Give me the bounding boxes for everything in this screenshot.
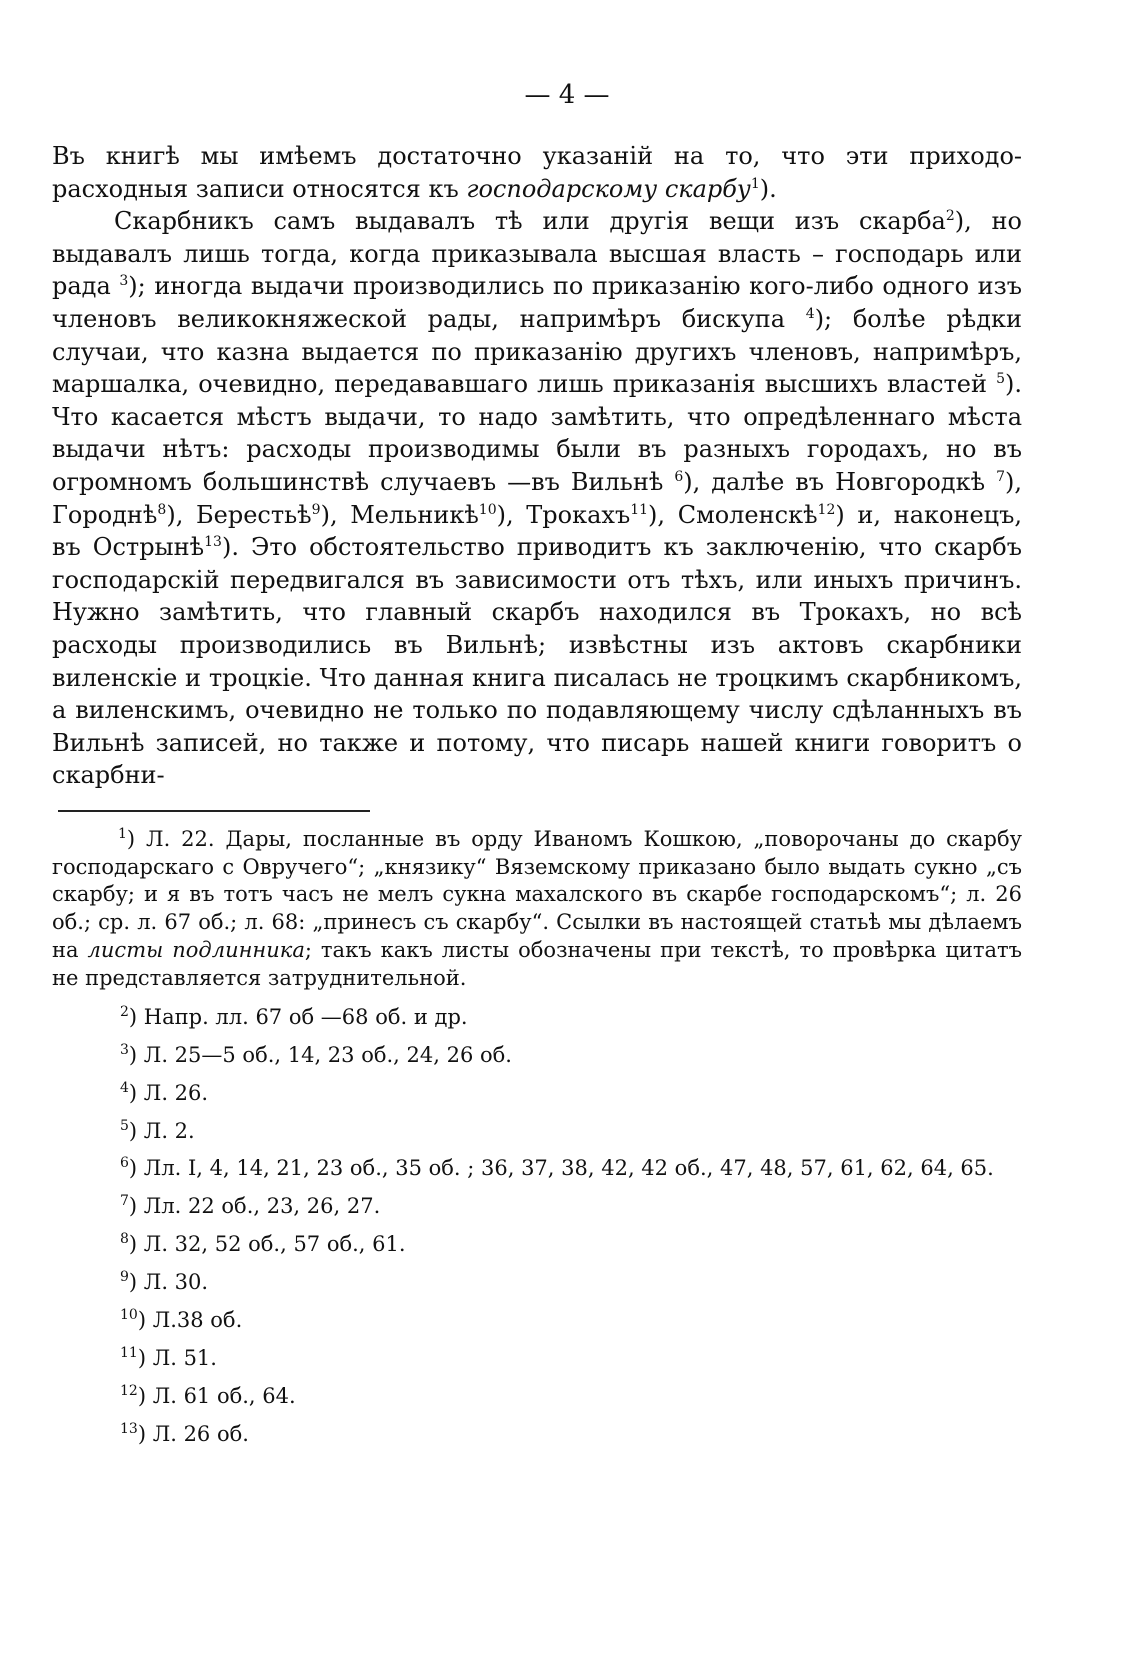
footnote-ref: 10 (478, 501, 497, 518)
footnote-ref: 3 (119, 273, 129, 290)
footnote-ref: 6 (674, 468, 684, 485)
footnote-divider (58, 810, 370, 812)
footnotes (52, 826, 1022, 1449)
footnote-ref: 7 (996, 468, 1005, 485)
footnote-ref: 13 (204, 534, 222, 551)
page-number: — 4 — (524, 80, 610, 110)
footnote-4: $^4$) Л. 26. (120, 1079, 209, 1105)
footnote-ref: 12 (817, 501, 836, 518)
footnote-ref: 9 (311, 501, 321, 518)
footnote-ref: 2 (945, 208, 955, 225)
emphasis-text: господарскому скарбу (466, 174, 751, 203)
footnote-ref: 5 (996, 371, 1005, 388)
paragraph-1: Въ книгѣ мы имѣемъ достаточно указаній на то, что эти приходо-расходныя записи относятся къ господарскому скарбу$^1$). (52, 142, 1022, 203)
footnote-ref: 8 (157, 501, 167, 518)
footnote-ref: 4 (805, 305, 815, 322)
paragraph-2: Скарбникъ самъ выдавалъ тѣ или другія вещи изъ скарба$^2$), но выдавалъ лишь тогда, когда приказывала высшая власть – господарь или рада $^3$); иногда выдачи производились по приказанію кого-либо одного изъ членовъ великокняжеской рады, напримѣръ бискупа $^4$); болѣе рѣдки случаи, что казна выдается по приказанію другихъ членовъ, напримѣръ, маршалка, очевидно, передававшаго лишь приказанія высшихъ властей $^5$). Что касается мѣстъ выдачи, то надо замѣтить, что опредѣленнаго мѣста выдачи нѣтъ: расходы производимы были въ разныхъ городахъ, но въ огромномъ большинствѣ случаевъ —въ Вильнѣ $^6$), далѣе въ Новгородкѣ $^7$), Городнѣ$^8$), Берестьѣ$^9$), Мельникѣ$^{10}$), Трокахъ$^{11}$), Смоленскѣ$^{12}$) и, наконецъ, въ Острынѣ$^{13}$). Это обстоятельство приводитъ къ заключенію, что скарбъ господарскій передвигался въ зависимости отъ тѣхъ, или иныхъ причинъ. Нужно замѣтить, что главный скарбъ находился въ Трокахъ, но всѣ расходы производились въ Вильнѣ; извѣстны изъ актовъ скарбники виленскіе и троцкіе. Что данная книга писалась не троцкимъ скарбникомъ, а виленскимъ, очевидно не только по подавляющему числу сдѣланныхъ въ Вильнѣ записей, но также и потому, что писарь нашей книги говоритъ о скарбни- (52, 207, 1022, 790)
footnote-ref: 11 (630, 501, 649, 518)
footnote-9: $^9$) Л. 30. (120, 1269, 209, 1295)
footnote-2: $^2$) Напр. лл. 67 об —68 об. и др. (120, 1003, 468, 1029)
footnote-10: $^{10}$) Л.38 об. (120, 1307, 243, 1333)
footnote-1: $^1$) Л. 22. Дары, посланные въ орду Иваномъ Кошкою, „поворочаны до скарбу господарскаго с Овручего“; „князику“ Вяземскому приказано было выдать сукно „съ скарбу; и я въ тотъ часъ не мелъ сукна махалского въ скарбе господарскомъ“; л. 26 об.; ср. л. 67 об.; л. 68: „принесъ съ скарбу“. Ссылки въ настоящей статьѣ мы дѣлаемъ на листы подлинника; такъ какъ листы обозначены при текстѣ, то провѣрка цитатъ не представляется затруднительной. (52, 825, 1022, 990)
emphasis-text: листы подлинника (87, 938, 305, 963)
footnote-13: $^{13}$) Л. 26 об. (120, 1421, 249, 1447)
footnote-12: $^{12}$) Л. 61 об., 64. (120, 1383, 296, 1409)
footnote-5: $^5$) Л. 2. (120, 1117, 195, 1143)
main-text (52, 140, 1022, 792)
footnote-3: $^3$) Л. 25—5 об., 14, 23 об., 24, 26 об. (120, 1041, 512, 1067)
footnote-11: $^{11}$) Л. 51. (120, 1345, 217, 1371)
footnote-7: $^7$) Лл. 22 об., 23, 26, 27. (120, 1193, 381, 1219)
footnote-6: $^6$) Лл. I, 4, 14, 21, 23 об., 35 об. ; 36, 37, 38, 42, 42 об., 47, 48, 57, 61, 62, 64, 65. (120, 1154, 994, 1180)
footnote-8: $^8$) Л. 32, 52 об., 57 об., 61. (120, 1231, 406, 1257)
footnote-ref: 1 (750, 175, 760, 192)
